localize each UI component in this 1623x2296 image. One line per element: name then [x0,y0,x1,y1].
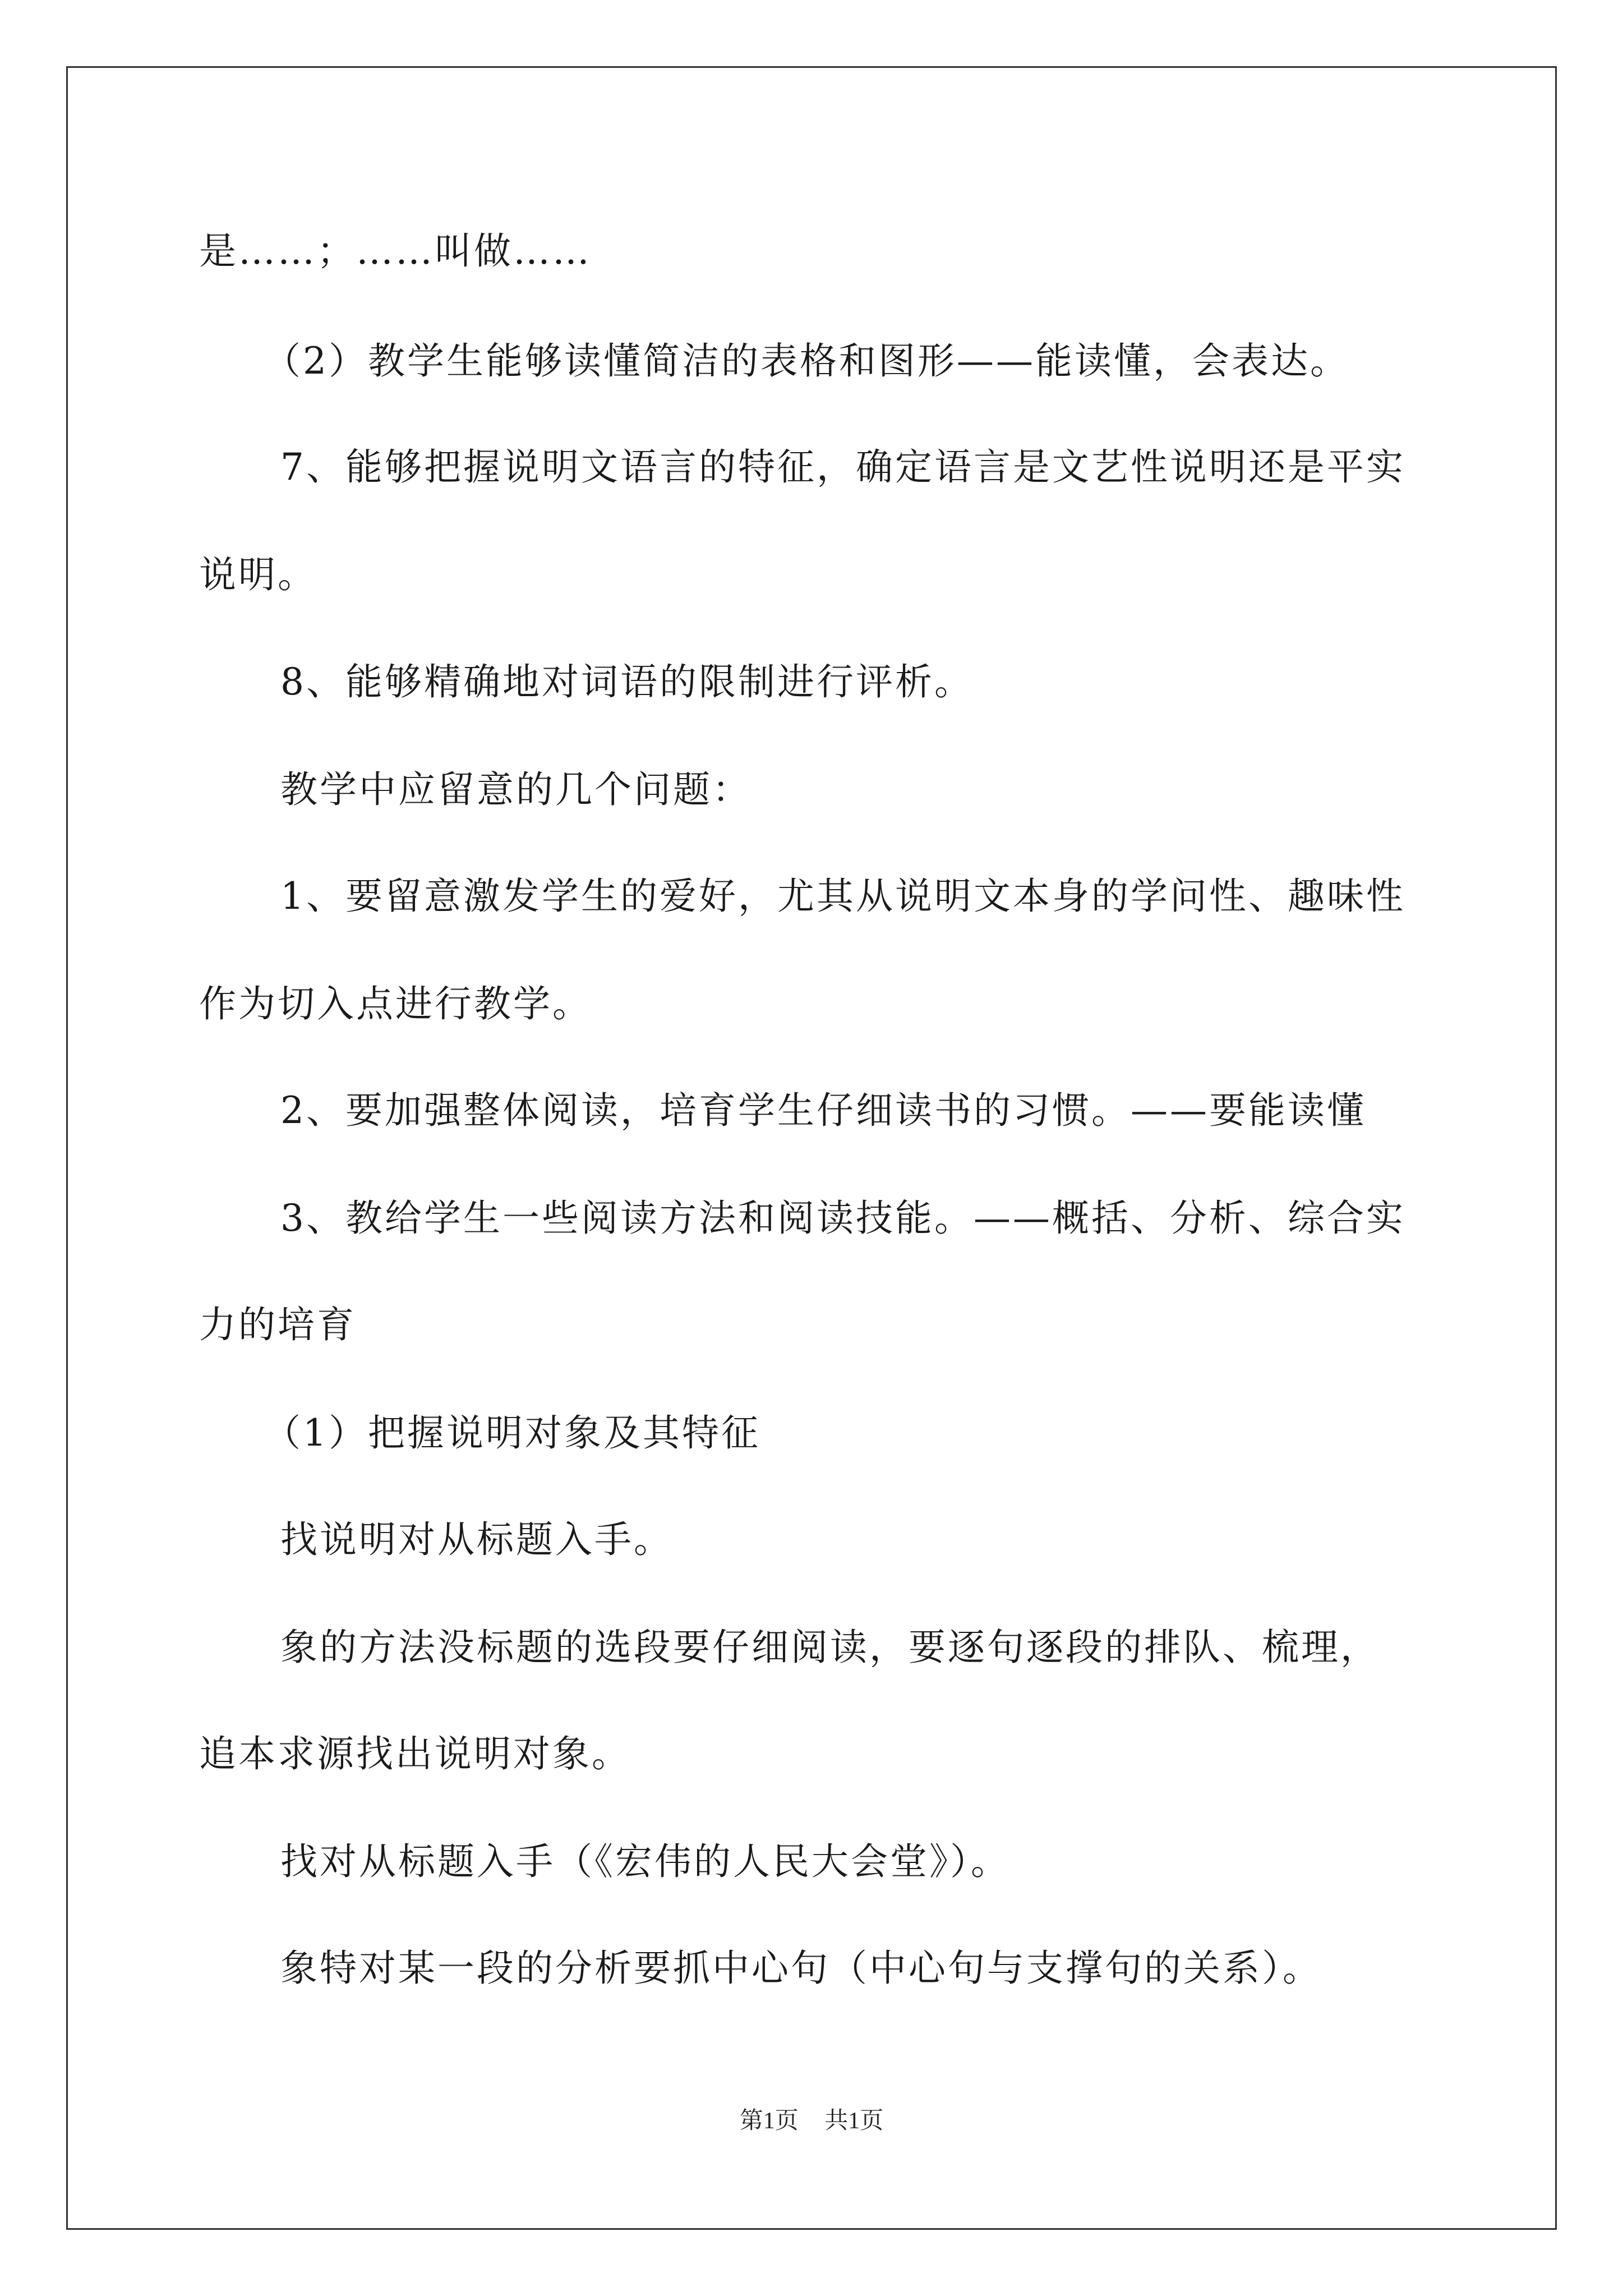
text-line: 教学中应留意的几个问题： [280,768,751,811]
text-line: 说明。 [199,553,317,596]
text-line: 象特对某一段的分析要抓中心句（中心句与支撑句的关系）。 [280,1947,1322,1990]
page-number-current: 第1页 [739,2108,799,2134]
text-line: 7、能够把握说明文语言的特征，确定语言是文艺性说明还是平实 [280,445,1405,489]
text-line: 是……；……叫做…… [199,229,592,273]
text-line: 找对从标题入手（《宏伟的人民大会堂》）。 [280,1840,1010,1883]
text-line: 1、要留意激发学生的爱好，尤其从说明文本身的学问性、趣味性 [280,875,1405,918]
text-line: 3、教给学生一些阅读方法和阅读技能。——概括、分析、综合实 [280,1197,1405,1240]
text-line: 8、能够精确地对词语的限制进行评析。 [280,660,974,703]
page-footer [0,2107,1623,2135]
text-line: 找说明对从标题入手。 [280,1518,673,1561]
text-line: （1）把握说明对象及其特征 [264,1411,760,1455]
text-line: 作为切入点进行教学。 [199,982,592,1025]
page-border [66,66,1557,2230]
page-number-total: 共1页 [824,2108,884,2134]
text-line: 2、要加强整体阅读，培育学生仔细读书的习惯。——要能读懂 [280,1089,1366,1132]
text-line: 追本求源找出说明对象。 [199,1732,631,1775]
text-line: 力的培育 [199,1303,356,1346]
text-line: （2）教学生能够读懂简洁的表格和图形——能读懂，会表达。 [264,339,1349,383]
text-line: 象的方法没标题的选段要仔细阅读，要逐句逐段的排队、梳理， [280,1626,1380,1669]
